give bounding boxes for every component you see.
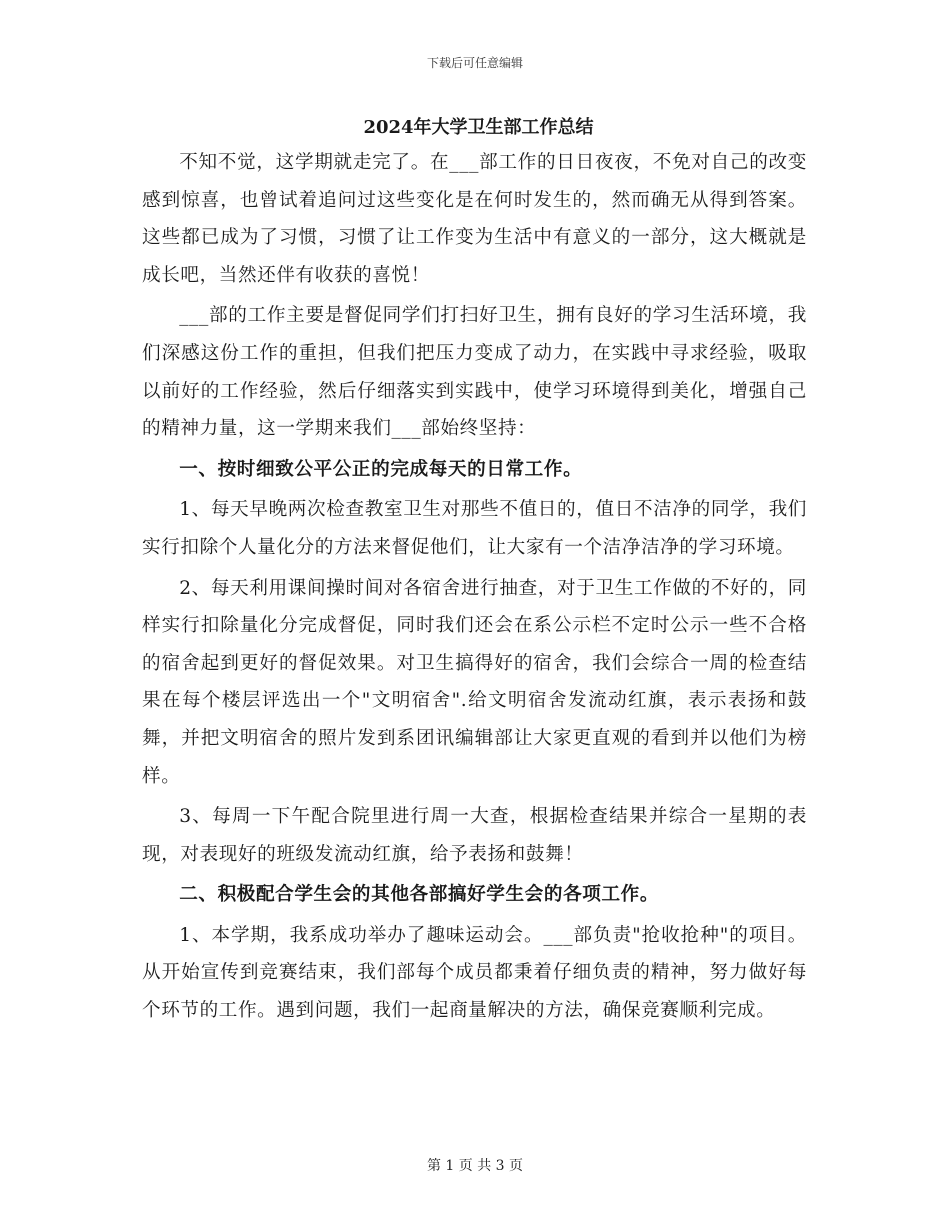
page-number: 第 1 页 共 3 页 bbox=[426, 1158, 524, 1174]
section2-item: 1、本学期，我系成功举办了趣味运动会。___部负责"抢收抢种"的项目。从开始宣传到竞赛结束，我们部每个成员都秉着仔细负责的精神，努力做好每个环节的工作。遇到问题，我们一起商量解决的方法，确保竞赛顺利完成。 bbox=[142, 924, 807, 1022]
section1-item: 3、每周一下午配合院里进行周一大查，根据检查结果并综合一星期的表现，对表现好的班级发流动红旗，给予表扬和鼓舞！ bbox=[142, 806, 807, 865]
document-title: 2024年大学卫生部工作总结 bbox=[363, 117, 594, 138]
section1-item: 1、每天早晚两次检查教室卫生对那些不值日的，值日不洁净的同学，我们实行扣除个人量化分的方法来督促他们，让大家有一个洁净洁净的学习环境。 bbox=[142, 499, 807, 558]
intro-paragraph: 不知不觉，这学期就走完了。在___部工作的日日夜夜，不免对自己的改变感到惊喜，也曾试着追问过这些变化是在何时发生的，然而确无从得到答案。这些都已成为了习惯，习惯了让工作变为生活中有意义的一部分，这大概就是成长吧，当然还伴有收获的喜悦！ bbox=[142, 152, 807, 286]
section-heading-2: 二、积极配合学生会的其他各部搞好学生会的各项工作。 bbox=[179, 884, 660, 906]
document-body bbox=[142, 112, 807, 1033]
intro-paragraph: ___部的工作主要是督促同学们打扫好卫生，拥有良好的学习生活环境，我们深感这份工作的重担，但我们把压力变成了动力，在实践中寻求经验，吸取以前好的工作经验，然后仔细落实到实践中，使学习环境得到美化，增强自己的精神力量，这一学期来我们___部始终坚持： bbox=[142, 305, 807, 440]
page-header-note: 下载后可任意编辑 bbox=[426, 56, 523, 70]
section1-item: 2、每天利用课间操时间对各宿舍进行抽查，对于卫生工作做的不好的，同样实行扣除量化分完成督促，同时我们还会在系公示栏不定时公示一些不合格的宿舍起到更好的督促效果。对卫生搞得好的宿舍，我们会综合一周的检查结果在每个楼层评选出一个"文明宿舍".给文明宿舍发流动红旗，表示表扬和鼓舞，并把文明宿舍的照片发到系团讯编辑部让大家更直观的看到并以他们为榜样。 bbox=[142, 577, 807, 787]
section-heading-1: 一、按时细致公平公正的完成每天的日常工作。 bbox=[179, 458, 583, 480]
